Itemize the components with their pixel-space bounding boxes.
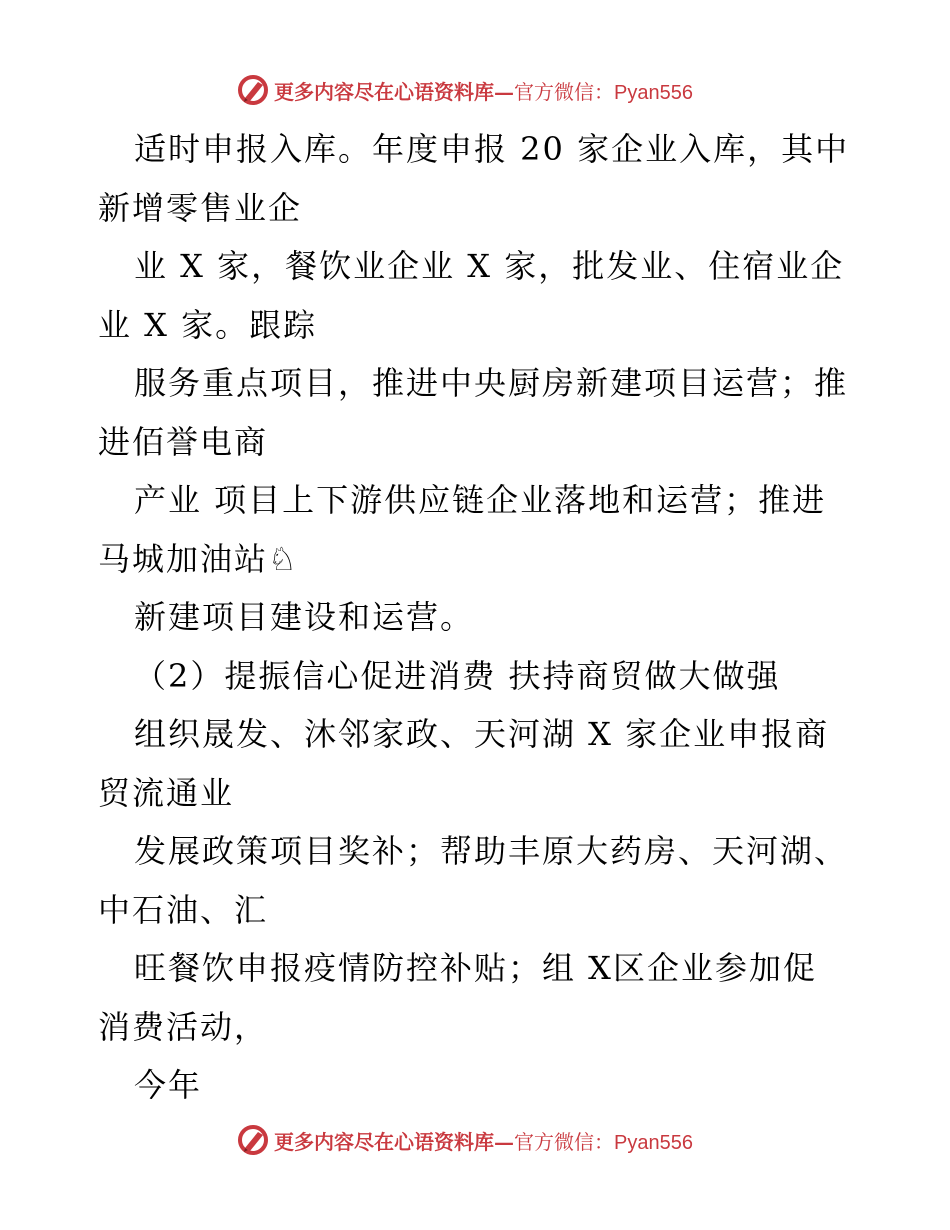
banner-separator: — (494, 1129, 514, 1154)
section-heading: （2）提振信心促进消费 扶持商贸做大做强 (134, 656, 781, 695)
paragraph-line: 新建项目建设和运营。 (134, 598, 475, 636)
paragraph-line: 马城加油站♘ (98, 539, 299, 578)
paragraph-line: 贸流通业 (98, 773, 235, 812)
paragraph-line: 新增零售业企 (98, 188, 303, 227)
document-body (98, 120, 858, 1115)
banner-wechat-label: 官方微信： (514, 1129, 614, 1154)
paragraph-line: 今年 (134, 1066, 203, 1104)
banner-wechat-id: Pyan556 (614, 81, 693, 104)
red-pen-circle-logo-icon (236, 73, 270, 107)
red-pen-circle-logo-icon (236, 1123, 270, 1157)
banner-separator: — (494, 79, 514, 104)
banner-main-text: 更多内容尽在心语资料库 (274, 1129, 494, 1154)
paragraph-line: 服务重点项目，推进中央厨房新建项目运营；推 (134, 364, 849, 402)
header-banner (236, 72, 693, 108)
paragraph-line: 产业 项目上下游供应链企业落地和运营；推进 (134, 481, 827, 519)
paragraph-line: 组织晟发、沐邻家政、天河湖 X 家企业申报商 (134, 715, 830, 753)
paragraph-line: 进佰誉电商 (98, 422, 269, 461)
footer-banner (236, 1122, 693, 1158)
paragraph-line: 业 X 家。跟踪 (98, 305, 318, 344)
paragraph-line: 发展政策项目奖补；帮助丰原大药房、天河湖、 (134, 832, 849, 870)
banner-main-text: 更多内容尽在心语资料库 (274, 79, 494, 104)
banner-text (274, 76, 693, 105)
paragraph-line: 消费活动， (98, 1007, 269, 1046)
paragraph-line: 中石油、汇 (98, 890, 269, 929)
paragraph-line: 业 X 家，餐饮业企业 X 家，批发业、住宿业企 (134, 247, 845, 285)
banner-wechat-label: 官方微信： (514, 79, 614, 104)
paragraph-line: 适时申报入库。年度申报 20 家企业入库，其中 (134, 130, 850, 168)
banner-text (274, 1126, 693, 1155)
banner-wechat-id: Pyan556 (614, 1131, 693, 1154)
paragraph-line: 旺餐饮申报疫情防控补贴；组 X区企业参加促 (134, 949, 817, 987)
